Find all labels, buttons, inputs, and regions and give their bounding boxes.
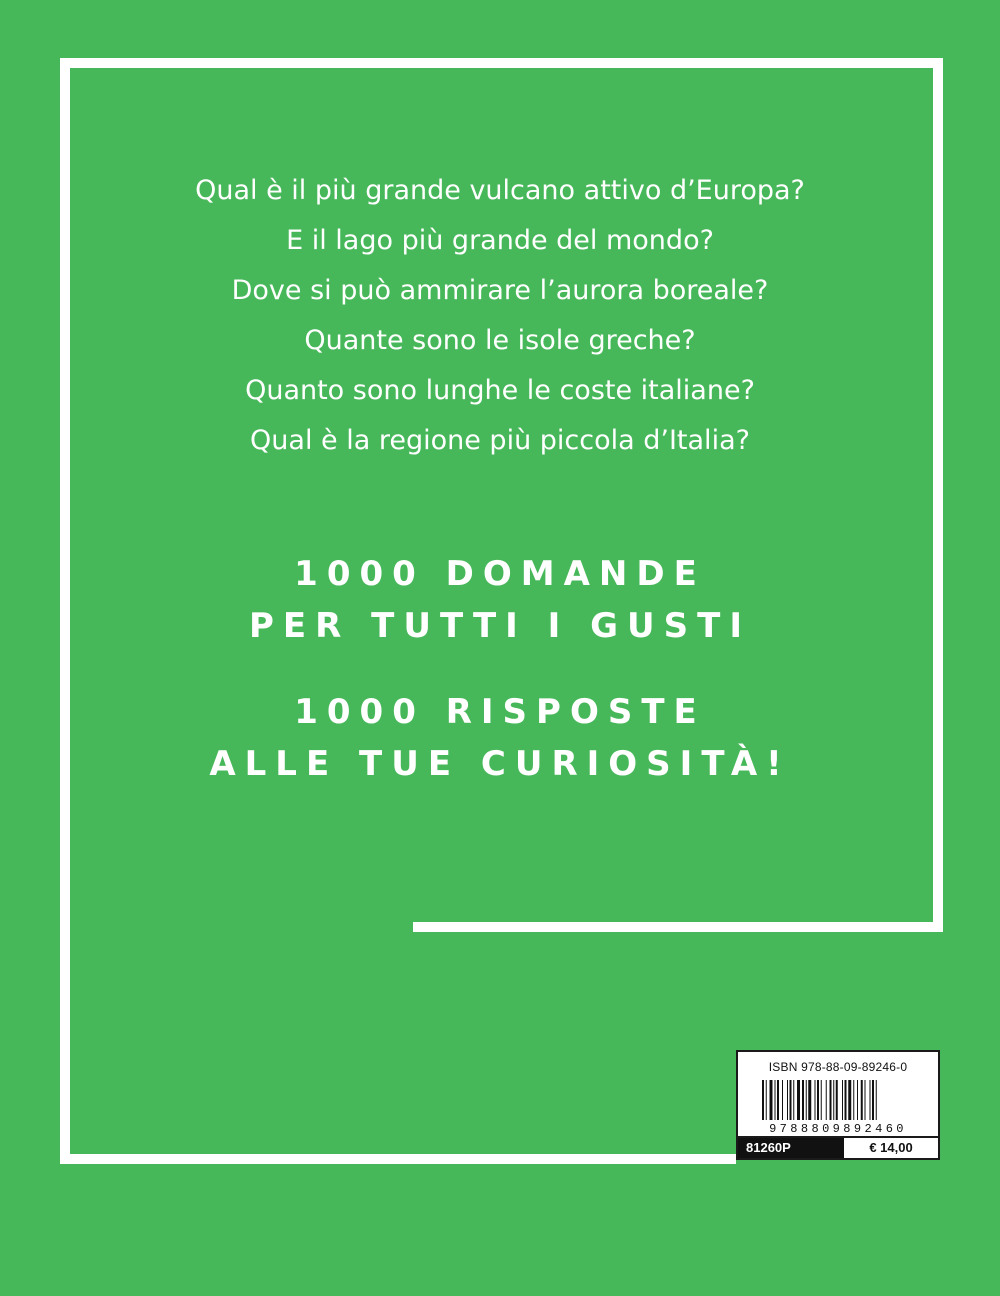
tagline-line: PER TUTTI I GUSTI bbox=[249, 606, 751, 646]
barcode-digits: 9788809892460 bbox=[769, 1122, 907, 1136]
isbn-text: ISBN 978-88-09-89246-0 bbox=[768, 1060, 908, 1074]
question-line: Qual è la regione più piccola d’Italia? bbox=[250, 425, 750, 456]
tagline-line: 1000 DOMANDE bbox=[294, 554, 706, 594]
price: € 14,00 bbox=[869, 1140, 913, 1155]
barcode-label bbox=[736, 1050, 940, 1160]
frame-top bbox=[60, 58, 943, 68]
barcode-bars bbox=[762, 1080, 914, 1120]
tagline-line: ALLE TUE CURIOSITÀ! bbox=[209, 744, 791, 784]
tagline-risposte bbox=[60, 686, 940, 790]
tagline-domande bbox=[60, 548, 940, 652]
tagline-line: 1000 RISPOSTE bbox=[294, 692, 706, 732]
question-line: Qual è il più grande vulcano attivo d’Europa? bbox=[195, 175, 805, 206]
question-line: Quante sono le isole greche? bbox=[304, 325, 696, 356]
question-line: Quanto sono lunghe le coste italiane? bbox=[245, 375, 755, 406]
product-code: 81260P bbox=[738, 1138, 844, 1158]
frame-inner-bottom bbox=[413, 922, 943, 932]
price-row bbox=[738, 1136, 938, 1158]
frame-bottom bbox=[60, 1154, 736, 1164]
question-line: E il lago più grande del mondo? bbox=[286, 225, 714, 256]
question-line: Dove si può ammirare l’aurora boreale? bbox=[231, 275, 769, 306]
question-list bbox=[60, 166, 940, 466]
